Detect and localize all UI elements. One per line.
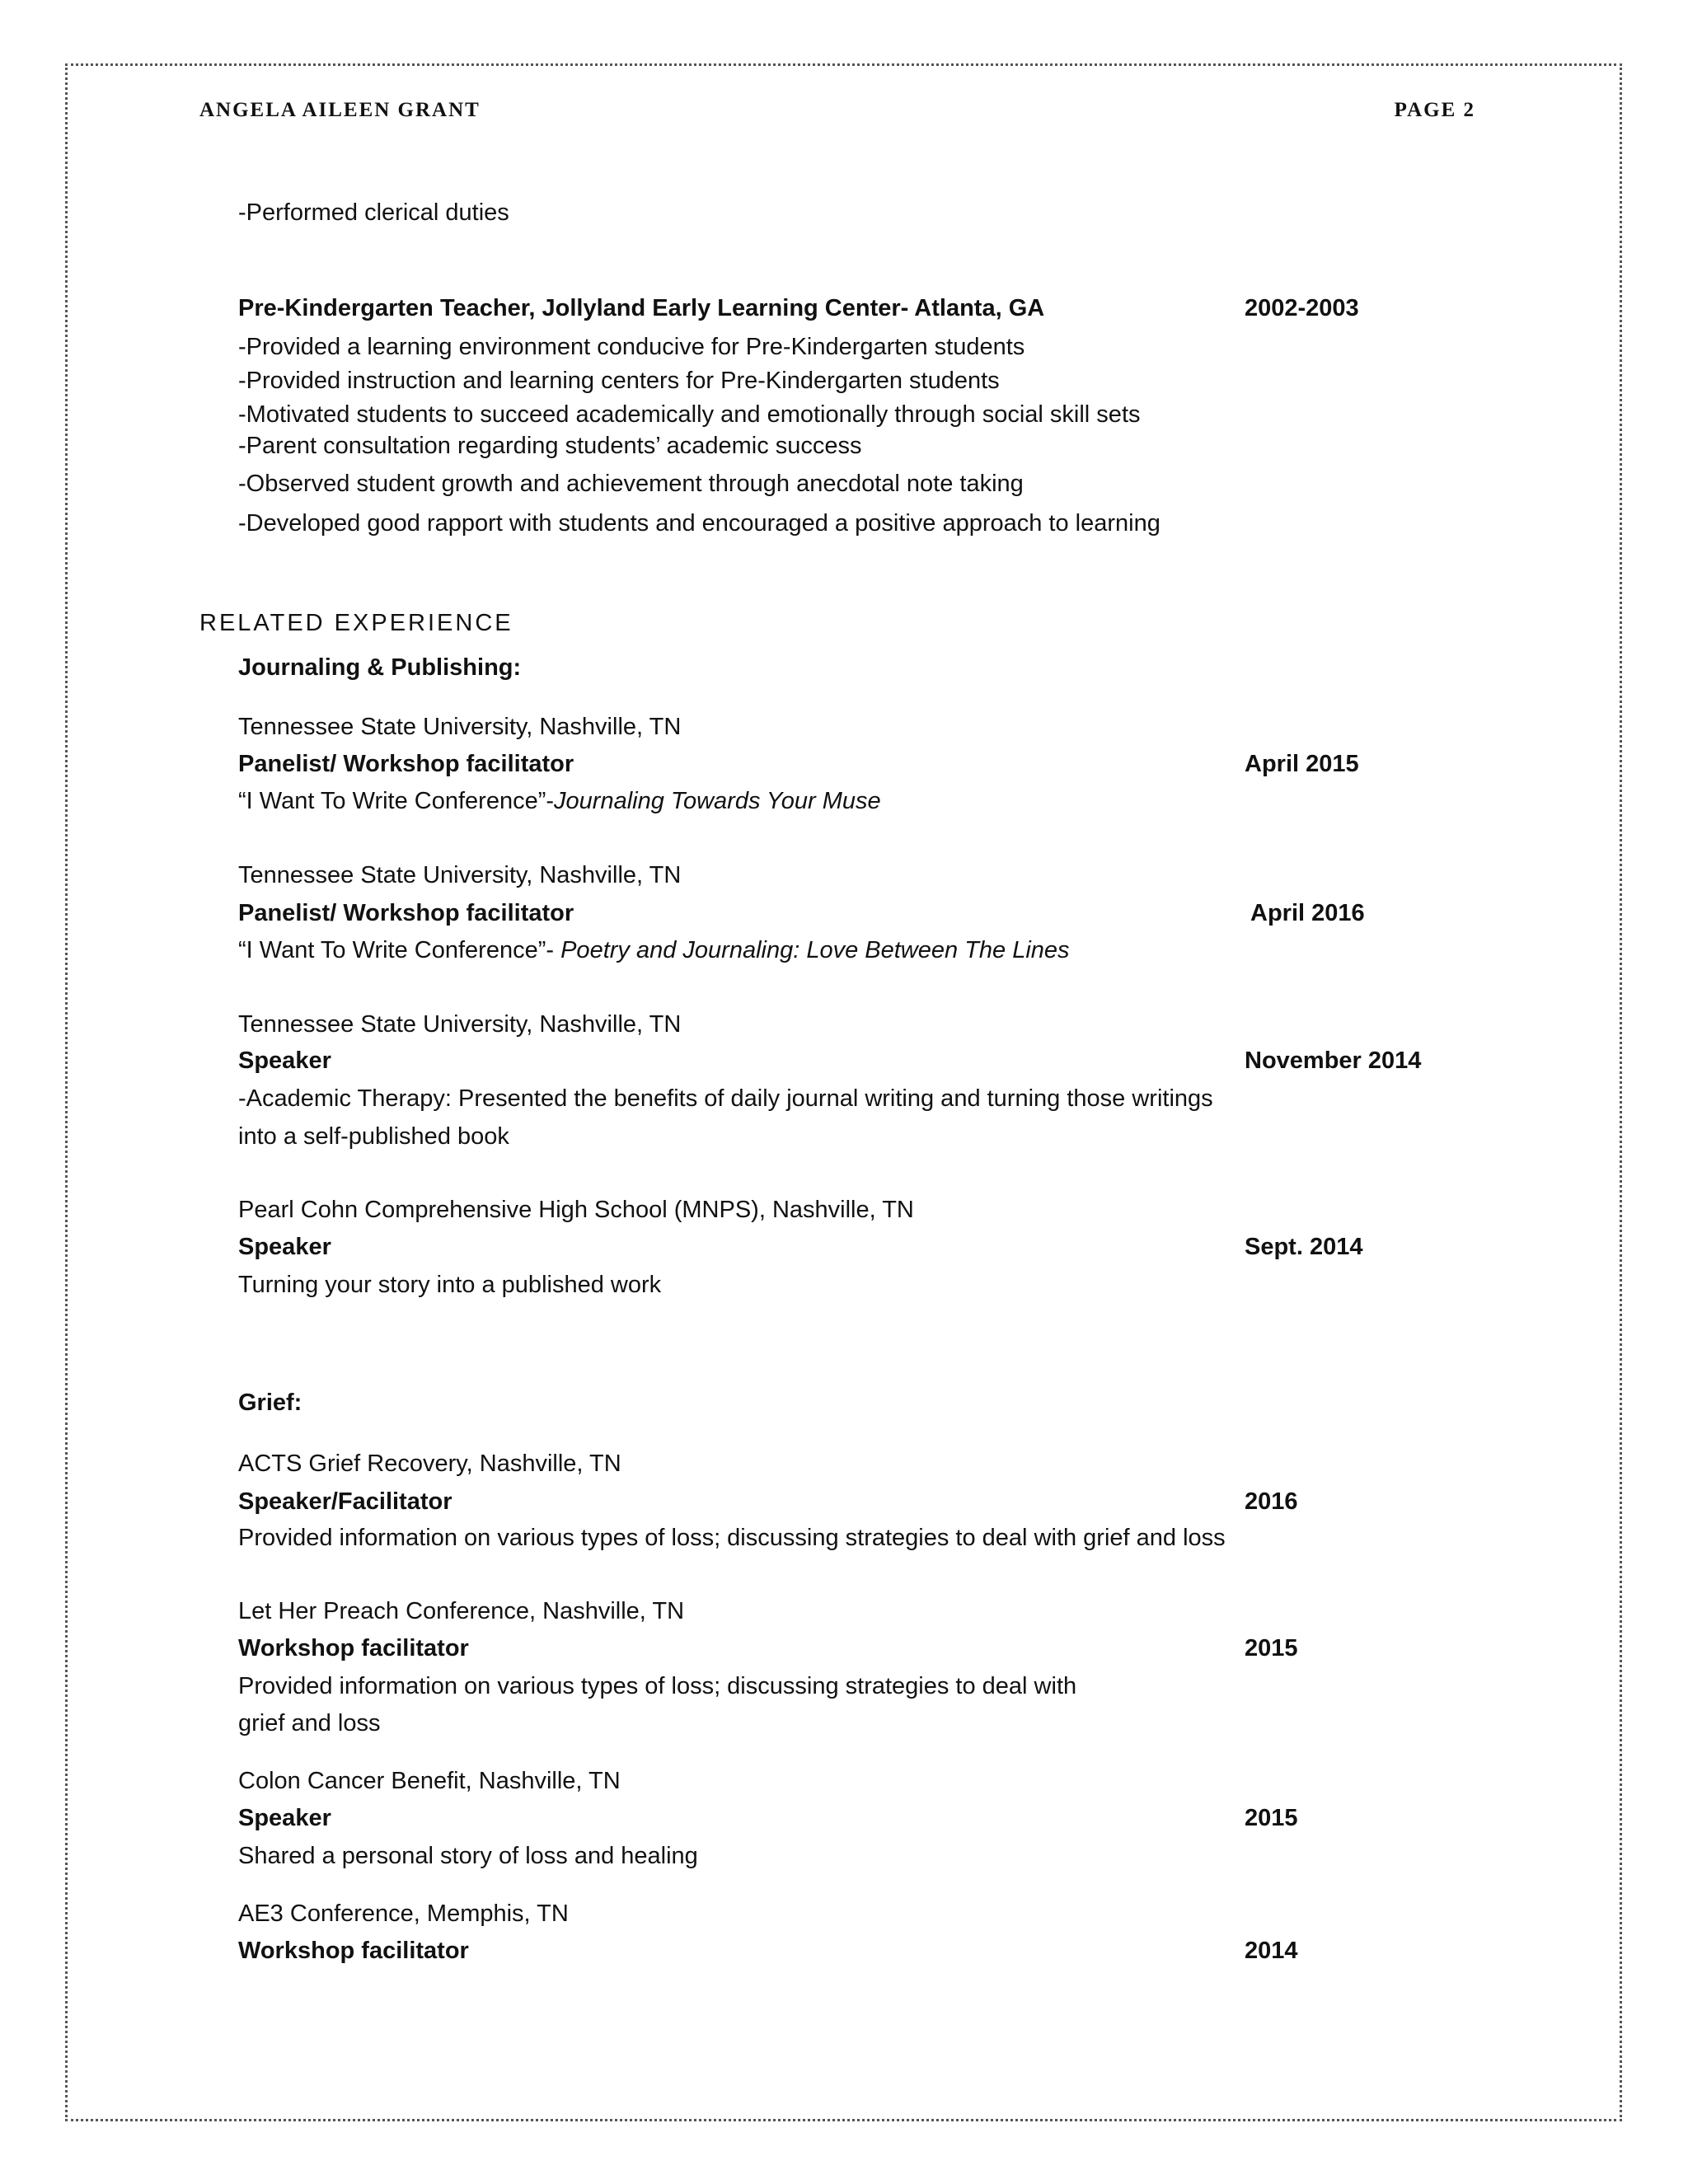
- entry-date: 2014: [1245, 1938, 1298, 1964]
- entry-description: Provided information on various types of loss; discussing strategies to deal with grief and loss: [238, 1525, 1226, 1551]
- entry-date: 2016: [1245, 1488, 1298, 1515]
- prek-bullet: -Provided a learning environment conducive for Pre-Kindergarten students: [238, 334, 1025, 360]
- prek-bullet: -Motivated students to succeed academically and emotionally through social skill sets: [238, 401, 1141, 428]
- grief-heading: Grief:: [238, 1390, 302, 1416]
- prek-bullet: -Parent consultation regarding students’ academic success: [238, 433, 862, 459]
- entry-description-plain: “I Want To Write Conference”-: [238, 937, 561, 963]
- entry-org: Let Her Preach Conference, Nashville, TN: [238, 1598, 685, 1624]
- entry-org: Colon Cancer Benefit, Nashville, TN: [238, 1768, 621, 1794]
- entry-date: April 2016: [1250, 900, 1365, 926]
- prek-bullet: -Provided instruction and learning centers for Pre-Kindergarten students: [238, 368, 1000, 394]
- entry-org: Tennessee State University, Nashville, TN: [238, 1011, 682, 1038]
- entry-description: Provided information on various types of loss; discussing strategies to deal with: [238, 1673, 1077, 1699]
- entry-description-italic: Journaling Towards Your Muse: [554, 788, 881, 814]
- entry-org: Pearl Cohn Comprehensive High School (MNPS), Nashville, TN: [238, 1197, 914, 1223]
- prek-title: Pre-Kindergarten Teacher, Jollyland Early Learning Center- Atlanta, GA: [238, 295, 1045, 321]
- entry-description: Turning your story into a published work: [238, 1272, 662, 1298]
- header-name: ANGELA AILEEN GRANT: [199, 99, 481, 121]
- prek-bullet: -Observed student growth and achievement through anecdotal note taking: [238, 471, 1024, 497]
- entry-description: into a self-published book: [238, 1123, 509, 1150]
- header-page-number: PAGE 2: [1394, 99, 1475, 121]
- prek-date: 2002-2003: [1245, 295, 1359, 321]
- entry-date: April 2015: [1245, 751, 1359, 777]
- carryover-duty: -Performed clerical duties: [238, 199, 509, 226]
- entry-description: Shared a personal story of loss and healing: [238, 1843, 698, 1869]
- entry-role: Panelist/ Workshop facilitator: [238, 751, 574, 777]
- entry-role: Panelist/ Workshop facilitator: [238, 900, 574, 926]
- entry-org: Tennessee State University, Nashville, TN: [238, 714, 682, 740]
- entry-org: AE3 Conference, Memphis, TN: [238, 1900, 569, 1927]
- entry-org: ACTS Grief Recovery, Nashville, TN: [238, 1451, 621, 1477]
- entry-date: Sept. 2014: [1245, 1234, 1363, 1260]
- entry-description: [238, 936, 1070, 964]
- entry-description: [238, 787, 881, 815]
- journaling-heading: Journaling & Publishing:: [238, 654, 522, 681]
- entry-role: Speaker: [238, 1805, 331, 1831]
- related-experience-heading: RELATED EXPERIENCE: [199, 610, 513, 636]
- entry-description-italic: Poetry and Journaling: Love Between The Lines: [560, 937, 1070, 963]
- entry-role: Speaker: [238, 1234, 331, 1260]
- prek-bullet: -Developed good rapport with students and encouraged a positive approach to learning: [238, 510, 1160, 537]
- entry-date: 2015: [1245, 1805, 1298, 1831]
- entry-description: -Academic Therapy: Presented the benefits of daily journal writing and turning those writings: [238, 1085, 1213, 1112]
- entry-role: Speaker/Facilitator: [238, 1488, 452, 1515]
- entry-description: grief and loss: [238, 1710, 381, 1736]
- entry-description-plain: “I Want To Write Conference”-: [238, 788, 555, 814]
- entry-role: Speaker: [238, 1047, 331, 1074]
- entry-date: November 2014: [1245, 1047, 1422, 1074]
- entry-org: Tennessee State University, Nashville, TN: [238, 862, 682, 888]
- entry-date: 2015: [1245, 1635, 1298, 1661]
- entry-role: Workshop facilitator: [238, 1938, 469, 1964]
- entry-role: Workshop facilitator: [238, 1635, 469, 1661]
